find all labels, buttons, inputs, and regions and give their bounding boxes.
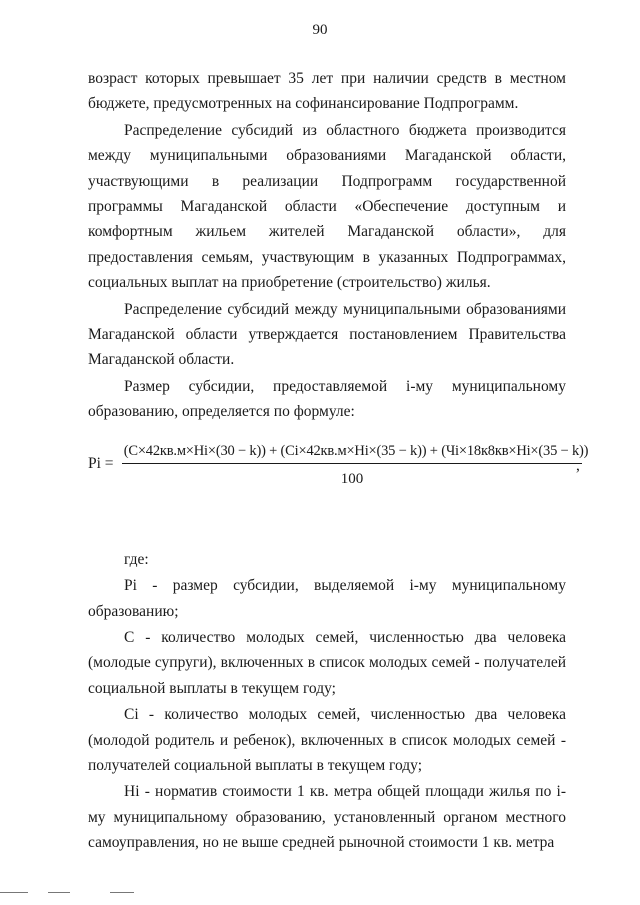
page-number: 90	[312, 22, 328, 38]
definition-ci: Ci - количество молодых семей, численностью два человека (молодой родитель и ребенок), включенных в список молодых семей - получателей социальной выплаты в текущем году;	[88, 706, 566, 774]
paragraph-approval: Распределение субсидий между муниципальными образованиями Магаданской области утверждается постановлением Правительства Магаданской области.	[88, 300, 566, 369]
scan-edge-mark	[0, 892, 28, 893]
formula-numerator: (C×42кв.м×Hi×(30 − k)) + (Ci×42кв.м×Hi×(35 − k)) + (Чi×18к8кв×Hi×(35 − k))	[123, 442, 589, 459]
formula-lhs: Pi =	[88, 454, 114, 472]
where-label: где:	[124, 550, 149, 568]
subsidy-formula	[88, 439, 589, 509]
paragraph-formula-intro: Размер субсидии, предоставляемой i-му муниципальному образованию, определяется по формуле:	[88, 377, 566, 421]
paragraph-subsidy-distribution: Распределение субсидий из областного бюджета производится между муниципальными образованиями Магаданской области, участвующими в реализации Подпрограмм государственной программы Магаданской области «Обеспечение доступным и комфортным жильем жителей Магаданской области», для предоставления семьям, участвующим в указанных Подпрограммах, социальных выплат на приобретение (строительство) жилья.	[88, 121, 566, 292]
definition-c: С - количество молодых семей, численностью два человека (молодые супруги), включенных в список молодых семей - получателей социальной выплаты в текущем году;	[88, 628, 566, 697]
paragraph-continuation: возраст которых превышает 35 лет при наличии средств в местном бюджете, предусмотренных на софинансирование Подпрограмм.	[88, 70, 566, 113]
scan-edge-mark	[110, 892, 134, 893]
scan-edge-mark	[48, 892, 70, 893]
definition-pi: Pi - размер субсидии, выделяемой i-му муниципальному образованию;	[88, 577, 566, 620]
fraction-bar	[122, 463, 582, 464]
definition-hi: Hi - норматив стоимости 1 кв. метра общей площади жилья по i-му муниципальному образованию, установленный органом местного самоуправления, но не выше средней рыночной стоимости 1 кв. метра	[88, 783, 566, 852]
document-body	[88, 66, 589, 856]
formula-trailing-comma: ,	[576, 456, 580, 474]
formula-denominator: 100	[340, 470, 364, 487]
